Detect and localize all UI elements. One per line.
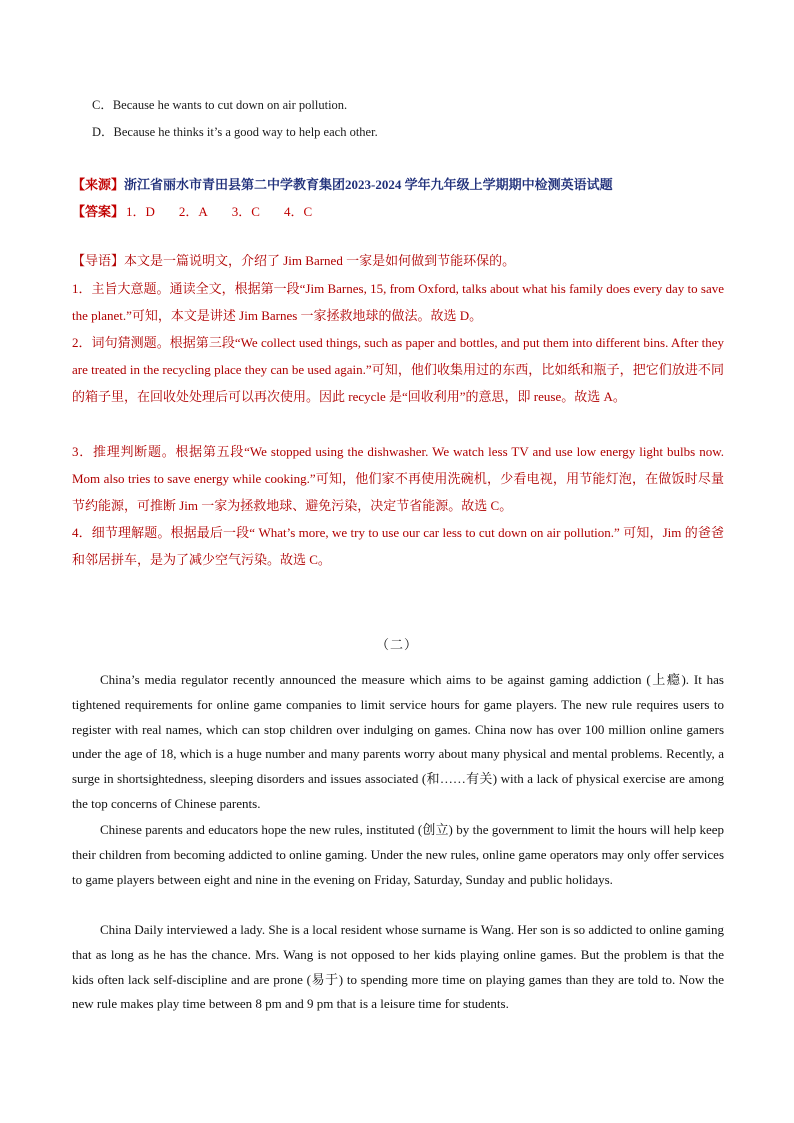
passage-paragraph-2-text: Chinese parents and educators hope the new rules, instituted (创立) by the government to limit the hours will help keep their children from becoming addicted to online gaming. Under the new rules, online game operators may only offer services to game players between eight and nine in the evening on Friday, Saturday, Sunday and public holidays. [72,822,724,887]
passage-paragraph-2 [72,818,724,892]
option-c: C．Because he wants to cut down on air pollution. [92,98,348,112]
explanation-item-4-text: 4．细节理解题。根据最后一段“ What’s more, we try to use our car less to cut down on air pollution.” 可知，Jim 的爸爸和邻居拼车，是为了减少空气污染。故选 C。 [72,525,724,567]
answer-item-4: 4．C [283,204,313,219]
explanation-item-4 [72,519,724,573]
answer-label: 【答案】 [72,204,125,219]
explanation-item-3-text: 3．推理判断题。根据第五段“We stopped using the dishwasher. We watch less TV and use low energy light bulbs now. Mom also tries to save energy while cooking.”可知，他们家不再使用洗碗机，少看电视，用节能灯泡，在做饭时尽量节约能源，可推断 Jim 一家为拯救地球、避免污染，决定节省能源。故选 C。 [72,444,724,513]
passage-paragraph-3-text: China Daily interviewed a lady. She is a local resident whose surname is Wang. Her son is so addicted to online gaming that as long as he has the chance. Mrs. Wang is not opposed to her kids playing online games. But the problem is that the kids often lack self-discipline and are prone (易于) to spending more time on playing games than they are told to. Now the new rule makes play time between 8 pm and 9 pm that is a leisure time for students. [72,922,724,1012]
explanation-item-1 [72,275,724,329]
explanation-intro-text: 【导语】本文是一篇说明文，介绍了 Jim Barned 一家是如何做到节能环保的。 [72,253,516,268]
source-text: 浙江省丽水市青田县第二中学教育集团2023-2024 学年九年级上学期期中检测英语试题 [124,177,613,192]
answer-item-1: 1．D [126,204,155,219]
answer-item-3: 3．C [231,204,260,219]
explanation-item-1-text: 1．主旨大意题。通读全文，根据第一段“Jim Barnes, 15, from Oxford, talks about what his family does every day to save the planet.”可知，本文是讲述 Jim Barnes 一家拯救地球的做法。故选 D。 [72,281,724,323]
answer-line [72,201,334,220]
answer-item-2: 2．A [178,204,208,219]
source-line [72,174,613,193]
section-number: （二） [375,637,418,652]
explanation-item-3 [72,438,724,519]
explanation-intro [72,247,724,274]
option-d: D．Because he thinks it’s a good way to help each other. [92,125,378,139]
explanation-item-2-text: 2．词句猜测题。根据第三段“We collect used things, such as paper and bottles, and put them into different bins. After they are treated in the recycling place they can be used again.”可知，他们收集用过的东西，比如纸和瓶子，把它们放进不同的箱子里，在回收处处理后可以再次使用。因此 recycle 是“回收利用”的意思，即 reuse。故选 A。 [72,335,724,404]
passage-paragraph-1-text: China’s media regulator recently announced the measure which aims to be against gaming addiction (上瘾). It has tightened requirements for online game companies to limit service hours for game players. The new rule requires users to register with real names, which can stop children over indulging on games. China now has over 100 million online gamers under the age of 18, which is a huge number and many parents worry about many physical and mental problems. Recently, a surge in shortsightedness, sleeping disorders and issues associated (和……有关) with a lack of physical exercise are among the top concerns of Chinese parents. [72,672,724,811]
explanation-item-2 [72,329,724,410]
passage-paragraph-3 [72,918,724,1017]
passage-paragraph-1 [72,668,724,817]
source-label: 【来源】 [72,177,125,192]
